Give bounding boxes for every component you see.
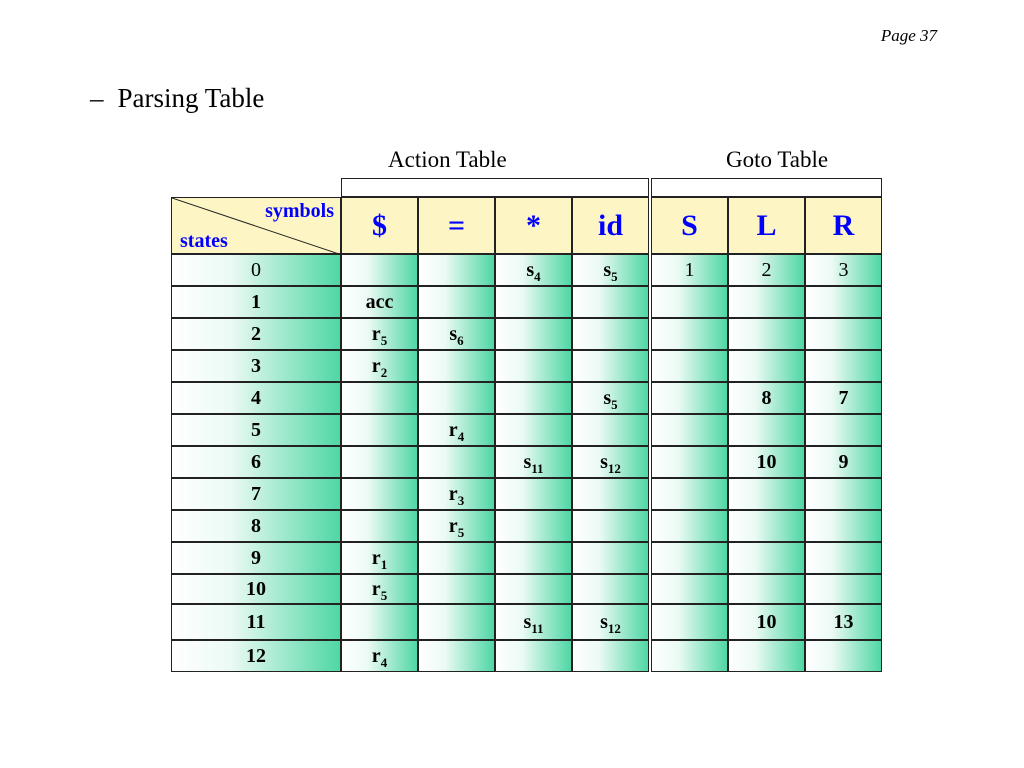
action-cell [418, 286, 495, 318]
action-entry: $s_{12}$ [600, 611, 621, 636]
action-entry: $s_{11}$ [523, 451, 544, 476]
state-cell: 2 [171, 318, 341, 350]
action-cell [341, 286, 418, 318]
state-cell: 4 [171, 382, 341, 414]
action-cell [341, 446, 418, 478]
goto-cell [805, 478, 882, 510]
action-cell [572, 286, 649, 318]
goto-cell [805, 640, 882, 672]
action-cell [572, 446, 649, 478]
goto-cell [651, 478, 728, 510]
goto-cell [805, 318, 882, 350]
goto-cell [651, 414, 728, 446]
goto-cell: 1 [651, 254, 728, 286]
action-cell [572, 350, 649, 382]
state-cell: 6 [171, 446, 341, 478]
action-cell [572, 254, 649, 286]
goto-cell [651, 640, 728, 672]
action-cell [495, 350, 572, 382]
state-cell: 3 [171, 350, 341, 382]
action-cell [341, 604, 418, 640]
action-cell [418, 446, 495, 478]
action-cell [572, 510, 649, 542]
symbols-label: symbols [265, 200, 334, 222]
action-cell [341, 382, 418, 414]
goto-cell [728, 414, 805, 446]
action-cell [341, 414, 418, 446]
action-cell [495, 574, 572, 604]
goto-cell [651, 574, 728, 604]
goto-cell: 7 [805, 382, 882, 414]
action-table-top-bar [341, 178, 649, 197]
action-entry: $r_3$ [448, 483, 465, 508]
goto-cell [805, 574, 882, 604]
goto-cell [651, 350, 728, 382]
goto-cell [728, 350, 805, 382]
action-cell [341, 254, 418, 286]
goto-cell: 13 [805, 604, 882, 640]
action-cell [572, 318, 649, 350]
goto-cell [651, 382, 728, 414]
goto-column-header-2: R [805, 197, 882, 254]
goto-cell: 3 [805, 254, 882, 286]
slide-heading [90, 83, 264, 114]
slide-title: Parsing Table [117, 83, 265, 113]
states-label: states [180, 230, 228, 252]
action-column-header-0: $ [341, 197, 418, 254]
action-cell [495, 382, 572, 414]
state-cell: 5 [171, 414, 341, 446]
action-cell [418, 414, 495, 446]
action-entry: $r_4$ [371, 645, 388, 670]
state-cell: 12 [171, 640, 341, 672]
goto-column-header-0: S [651, 197, 728, 254]
action-cell [418, 510, 495, 542]
state-cell: 1 [171, 286, 341, 318]
goto-cell [651, 286, 728, 318]
goto-cell [728, 286, 805, 318]
action-cell [495, 510, 572, 542]
action-entry: $s_5$ [603, 387, 618, 412]
goto-column-header-1: L [728, 197, 805, 254]
action-entry: $r_4$ [448, 419, 465, 444]
action-cell [572, 604, 649, 640]
action-cell [418, 604, 495, 640]
bullet-dash: – [90, 83, 104, 113]
action-cell [418, 350, 495, 382]
action-table-label: Action Table [388, 147, 507, 172]
action-cell [495, 414, 572, 446]
goto-cell [651, 510, 728, 542]
action-cell [418, 640, 495, 672]
goto-table-top-bar [651, 178, 882, 197]
goto-cell [805, 542, 882, 574]
action-cell [495, 542, 572, 574]
goto-cell [651, 318, 728, 350]
action-cell [495, 478, 572, 510]
action-cell [572, 382, 649, 414]
goto-cell: 8 [728, 382, 805, 414]
action-entry: $r_5$ [448, 515, 465, 540]
goto-cell [728, 640, 805, 672]
action-cell [418, 382, 495, 414]
action-entry: $s_6$ [449, 323, 464, 348]
goto-cell [728, 542, 805, 574]
goto-cell [805, 350, 882, 382]
action-cell [495, 254, 572, 286]
state-cell: 10 [171, 574, 341, 604]
action-cell [341, 542, 418, 574]
goto-cell [728, 318, 805, 350]
action-cell [572, 574, 649, 604]
action-cell [341, 510, 418, 542]
action-entry: $r_5$ [371, 323, 388, 348]
action-cell [418, 318, 495, 350]
goto-cell [728, 574, 805, 604]
action-cell [572, 478, 649, 510]
action-entry: $s_5$ [603, 259, 618, 284]
goto-cell: 2 [728, 254, 805, 286]
action-entry: $r_5$ [371, 578, 388, 603]
state-cell: 11 [171, 604, 341, 640]
goto-cell: 9 [805, 446, 882, 478]
goto-cell [805, 286, 882, 318]
action-entry: $s_{12}$ [600, 451, 621, 476]
state-cell: 0 [171, 254, 341, 286]
action-column-header-3: id [572, 197, 649, 254]
goto-table-label: Goto Table [726, 147, 829, 172]
action-cell [572, 414, 649, 446]
action-column-header-1: = [418, 197, 495, 254]
action-entry: $s_{11}$ [523, 611, 544, 636]
state-cell: 9 [171, 542, 341, 574]
page-number: Page 37 [880, 26, 937, 45]
corner-header-cell [171, 197, 341, 254]
action-cell [341, 318, 418, 350]
action-cell [418, 574, 495, 604]
action-cell [572, 542, 649, 574]
action-cell [495, 446, 572, 478]
action-cell [341, 478, 418, 510]
action-cell [572, 640, 649, 672]
goto-cell [728, 510, 805, 542]
action-entry: $r_1$ [371, 547, 388, 572]
goto-cell [805, 510, 882, 542]
action-cell [495, 640, 572, 672]
action-cell [341, 350, 418, 382]
action-cell [418, 542, 495, 574]
goto-cell [651, 542, 728, 574]
goto-cell: 10 [728, 446, 805, 478]
action-cell [341, 640, 418, 672]
state-cell: 8 [171, 510, 341, 542]
action-cell [495, 286, 572, 318]
goto-cell [805, 414, 882, 446]
goto-cell [651, 446, 728, 478]
action-column-header-2: * [495, 197, 572, 254]
state-cell: 7 [171, 478, 341, 510]
action-cell [341, 574, 418, 604]
action-entry: $s_4$ [526, 259, 541, 284]
goto-cell [728, 478, 805, 510]
action-cell [495, 318, 572, 350]
goto-cell [651, 604, 728, 640]
goto-cell: 10 [728, 604, 805, 640]
action-cell [418, 254, 495, 286]
action-entry: $r_2$ [371, 355, 388, 380]
action-entry: acc [365, 291, 394, 313]
action-cell [495, 604, 572, 640]
action-cell [418, 478, 495, 510]
